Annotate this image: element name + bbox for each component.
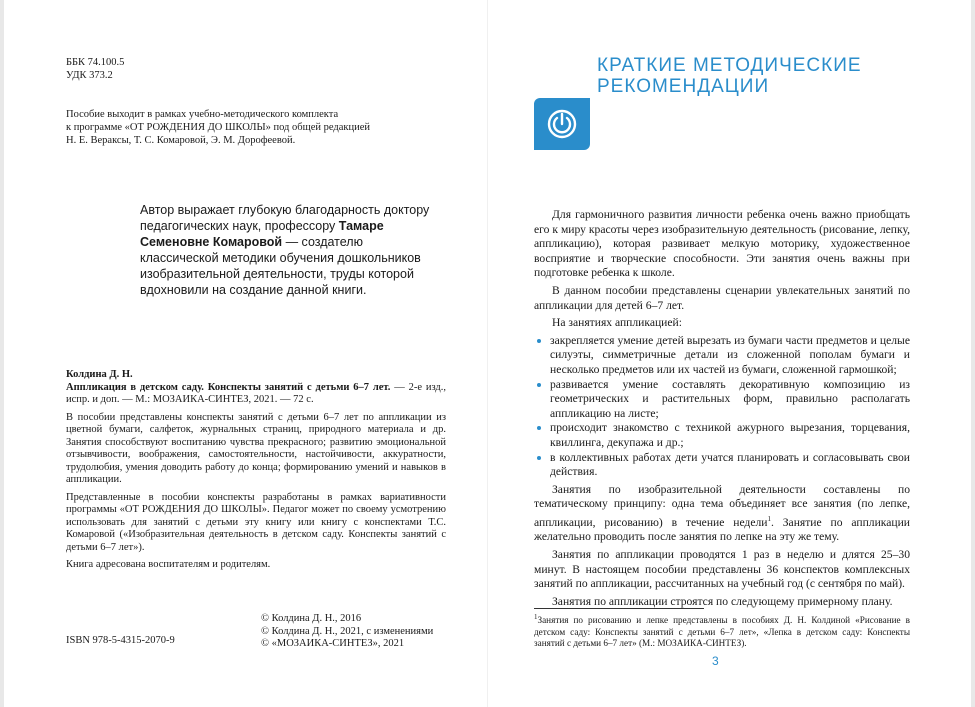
ack-text-before: Автор выражает глубокую благодарность доктору педагогических наук, профессору (140, 203, 430, 233)
acknowledgement (140, 202, 440, 298)
author-name: Колдина Д. Н. (66, 369, 133, 380)
paragraph-text: Занятия по изобразительной деятельности составлены по тематическому принципу: одна тема объединяет все занятия (по лепке, аппликации, рисованию) в течение недели (534, 482, 910, 529)
page-number: 3 (712, 654, 719, 668)
footnote (534, 612, 910, 650)
paragraph (534, 483, 910, 545)
paragraph: Для гармоничного развития личности ребенка очень важно приобщать его к миру красоты через изобразительную деятельность (рисование, лепку, аппликацию), которая развивает мелкую моторику, художественное восприятие и творческие способности. Эти занятия очень важны при подготовке ребенка к школе. (534, 208, 910, 280)
paragraph: На занятиях аппликацией: (552, 316, 682, 330)
bullet-icon (537, 339, 541, 343)
bullet-icon (537, 383, 541, 387)
list-item (534, 334, 910, 378)
copyright-block (261, 613, 451, 651)
copyright-line: © «МОЗАИКА-СИНТЕЗ», 2021 (261, 638, 405, 649)
power-icon (534, 98, 590, 150)
paragraph: Занятия по аппликации проводятся 1 раз в неделю и длятся 25–30 минут. В настоящем пособии представлены 36 конспектов комплексных занятий по аппликации, рассчитанных на учебный год (с сентября по май). (534, 547, 910, 591)
paragraph-text: . Занятие по аппликации желательно проводить после занятия по лепке на эту же тему. (534, 515, 910, 544)
list-item (534, 451, 910, 480)
udk-code: УДК 373.2 (66, 70, 113, 81)
spine (487, 0, 488, 707)
list-item-text: происходит знакомство с техникой ажурного вырезания, торцевания, квиллинга, декупажа и др.; (550, 421, 910, 449)
paragraph: В данном пособии представлены сценарии увлекательных занятий по аппликации для детей 6–7 лет. (534, 283, 910, 312)
footnote-divider (534, 608, 704, 609)
bullet-icon (537, 426, 541, 430)
book-title-line (66, 382, 446, 407)
ack-text-after: — создателю классической методики обучения дошкольников изобразительной деятельности, труды которой вдохновили на создание данной книги. (140, 235, 421, 297)
series-note (66, 108, 446, 147)
page-edge-left (0, 0, 4, 707)
body-text (534, 208, 910, 612)
isbn: ISBN 978-5-4315-2070-9 (66, 635, 175, 646)
ack-name: Тамаре Семеновне Комаровой (140, 219, 384, 249)
footnote-ref[interactable]: 1 (767, 514, 771, 523)
annotation-paragraph-1: В пособии представлены конспекты занятий с детьми 6–7 лет по аппликации из цветной бумаги, салфеток, журнальных страниц, природного материала и др. Занятия способствуют воспитанию чувства прекрасного; развитию эмоциональной отзывчивости, воображения, самостоятельности, настойчивости, аккуратности, трудолюбия, умения доводить работу до конца; формированию умений и навыков в аппликации. (66, 411, 446, 485)
list-item (534, 378, 910, 422)
series-line: Пособие выходит в рамках учебно-методического комплекта (66, 109, 339, 120)
footnote-marker: 1 (534, 613, 538, 621)
bibliographic-record (66, 369, 446, 577)
list-item (534, 421, 910, 450)
series-line: к программе «ОТ РОЖДЕНИЯ ДО ШКОЛЫ» под общей редакцией (66, 122, 371, 133)
list-item-text: развивается умение составлять декоративную композицию из геометрических и растительных форм, правильно располагать аппликацию на листе; (550, 377, 910, 420)
left-page (66, 56, 447, 649)
paragraph: Занятия по аппликации строятся по следующему примерному плану. (552, 594, 893, 608)
copyright-line: © Колдина Д. Н., 2016 (261, 613, 362, 624)
page-edge-right (971, 0, 975, 707)
annotation-paragraph-2: Представленные в пособии конспекты разработаны в рамках вариативности программы «ОТ РОЖДЕНИЯ ДО ШКОЛЫ». Педагог может по своему усмотрению использовать для занятий с детьми эту книгу или книгу с конспектами Т.С. Комаровой («Изобразительная деятельность в детском саду. Конспекты занятий с детьми 6–7 лет»). (66, 491, 446, 553)
section-title-line-1: КРАТКИЕ МЕТОДИЧЕСКИЕ (597, 55, 862, 76)
section-title (597, 55, 937, 97)
bbk-code: ББК 74.100.5 (66, 57, 125, 68)
imprint: — 2-е изд., испр. и доп. — М.: МОЗАИКА-СИНТЕЗ, 2021. — 72 с. (66, 381, 447, 405)
footnote-text: Занятия по рисованию и лепке представлены в пособиях Д. Н. Колдиной «Рисование в детском саду: Конспекты занятий с детьми 6–7 лет», «Лепка в детском саду: Конспекты занятий с детьми 6–7 лет» (М.: МОЗАИКА-СИНТЕЗ). (534, 615, 910, 649)
bullet-list (534, 334, 910, 480)
series-line: Н. Е. Вераксы, Т. С. Комаровой, Э. М. Дорофеевой. (66, 135, 296, 146)
list-item-text: в коллективных работах дети учатся планировать и согласовывать свои действия. (550, 450, 910, 479)
section-title-line-2: РЕКОМЕНДАЦИИ (597, 76, 770, 97)
bullet-icon (537, 456, 541, 460)
copyright-line: © Колдина Д. Н., 2021, с изменениями (261, 625, 434, 637)
book-title: Аппликация в детском саду. Конспекты занятий с детьми 6–7 лет. (66, 381, 391, 393)
classification-codes (66, 56, 446, 82)
annotation-paragraph-3: Книга адресована воспитателям и родителям. (66, 559, 271, 570)
list-item-text: закрепляется умение детей вырезать из бумаги части предметов и целые силуэты, симметричные детали из сложенной пополам бумаги и несколько предметов или их частей из бумаги, сложенной гармошкой; (550, 333, 910, 376)
